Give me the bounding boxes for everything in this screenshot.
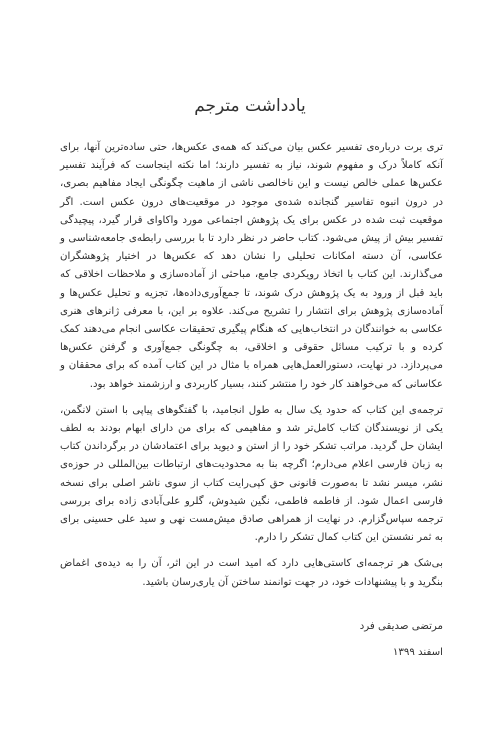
paragraph-closing: بی‌شک هر ترجمه‌ای کاستی‌هایی دارد که امید است در این اثر، آن را به دیده‌ی اغماض بنگرید و با پیشنهادات خود، در جهت توانمند ساختن آن یاری‌رسان باشید. (60, 558, 443, 588)
page-title: یادداشت مترجم (194, 96, 306, 116)
signature-date: اسفند ۱۳۹۹ (392, 647, 443, 658)
paragraph-intro: تری برت درباره‌ی تفسیر عکس بیان می‌کند که همه‌ی عکس‌ها، حتی ساده‌ترین آنها، برای آنکه کاملاً درک و مفهوم شوند، نیاز به تفسیر دارند؛ اما نکته اینجاست که فرآیند تفسیر عکس‌ها عملی خالص نیست و این ناخالصی ناشی از ماهیت چگونگی ایجاد مفاهیم بصری، در درون انبوه تفاسیر گنجانده شده‌ی موجود در موقعیت‌های درون عکس است. اگر موقعیت ثبت شده در عکس برای یک پژوهش اجتماعی مورد واکاوای قرار گیرد، پیچیدگی تفسیر بیش از پیش می‌شود. کتاب حاضر در نظر دارد تا با بررسی رابطه‌ی جامعه‌شناسی و عکاسی، آن دسته امکانات تحلیلی را نشان دهد که عکس‌ها در اختیار پژوهشگران می‌گذارند. این کتاب با اتخاذ رویکردی جامع، مباحثی از آماده‌سازی و ملاحظات اخلاقی که باید قبل از ورود به یک پژوهش درک شوند، تا جمع‌آوری‌داده‌ها، تجزیه و تحلیل عکس‌ها و آماده‌سازی پژوهش برای انتشار را تشریح می‌کند. علاوه بر این، با معرفی ژانرهای هنری عکاسی به خوانندگان در انتخاب‌هایی که هنگام پیگیری تحقیقات عکاسی انجام می‌دهند کمک کرده و با ترکیب مسائل حقوقی و اخلاقی، به چگونگی جمع‌آوری و گرفتن عکس‌ها می‌پردازد. در نهایت، دستورالعمل‌هایی همراه با مثال در این کتاب آمده که برای محققان و عکاسانی که می‌خواهند کار خود را منتشر کنند، بسیار کاربردی و ارزشمند خواهد بود. (60, 142, 443, 390)
body-text (60, 139, 443, 600)
translator-name: مرتضی صدیقی فرد (359, 621, 443, 632)
paragraph-acknowledgements: ترجمه‌ی این کتاب که حدود یک سال به طول انجامید، با گفتگوهای پیاپی با استن لانگمن، یکی از نویسندگان کتاب کامل‌تر شد و مفاهیمی که برای من دارای ابهام بودند به لطف ایشان حل گردید. مراتب تشکر خود را از استن و دیوید برای اعتمادشان در برگرداندن کتاب به زبان فارسی اعلام می‌دارم؛ اگرچه بنا به محدودیت‌های ارتباطات بین‌المللی در حوزه‌ی نشر، میسر نشد تا به‌صورت قانونی حق کپی‌رایت کتاب از سوی ناشر اصلی برای نسخه فارسی اعمال شود. از فاطمه فاطمی، نگین شیدوش، گلرو علی‌آبادی زاده برای بررسی ترجمه سپاس‌گزارم. در نهایت از همراهی صادق میش‌مست نهی و سید علی حسینی برای به ثمر نشستن این کتاب کمال تشکر را دارم. (60, 404, 443, 544)
signature-block (60, 617, 443, 669)
